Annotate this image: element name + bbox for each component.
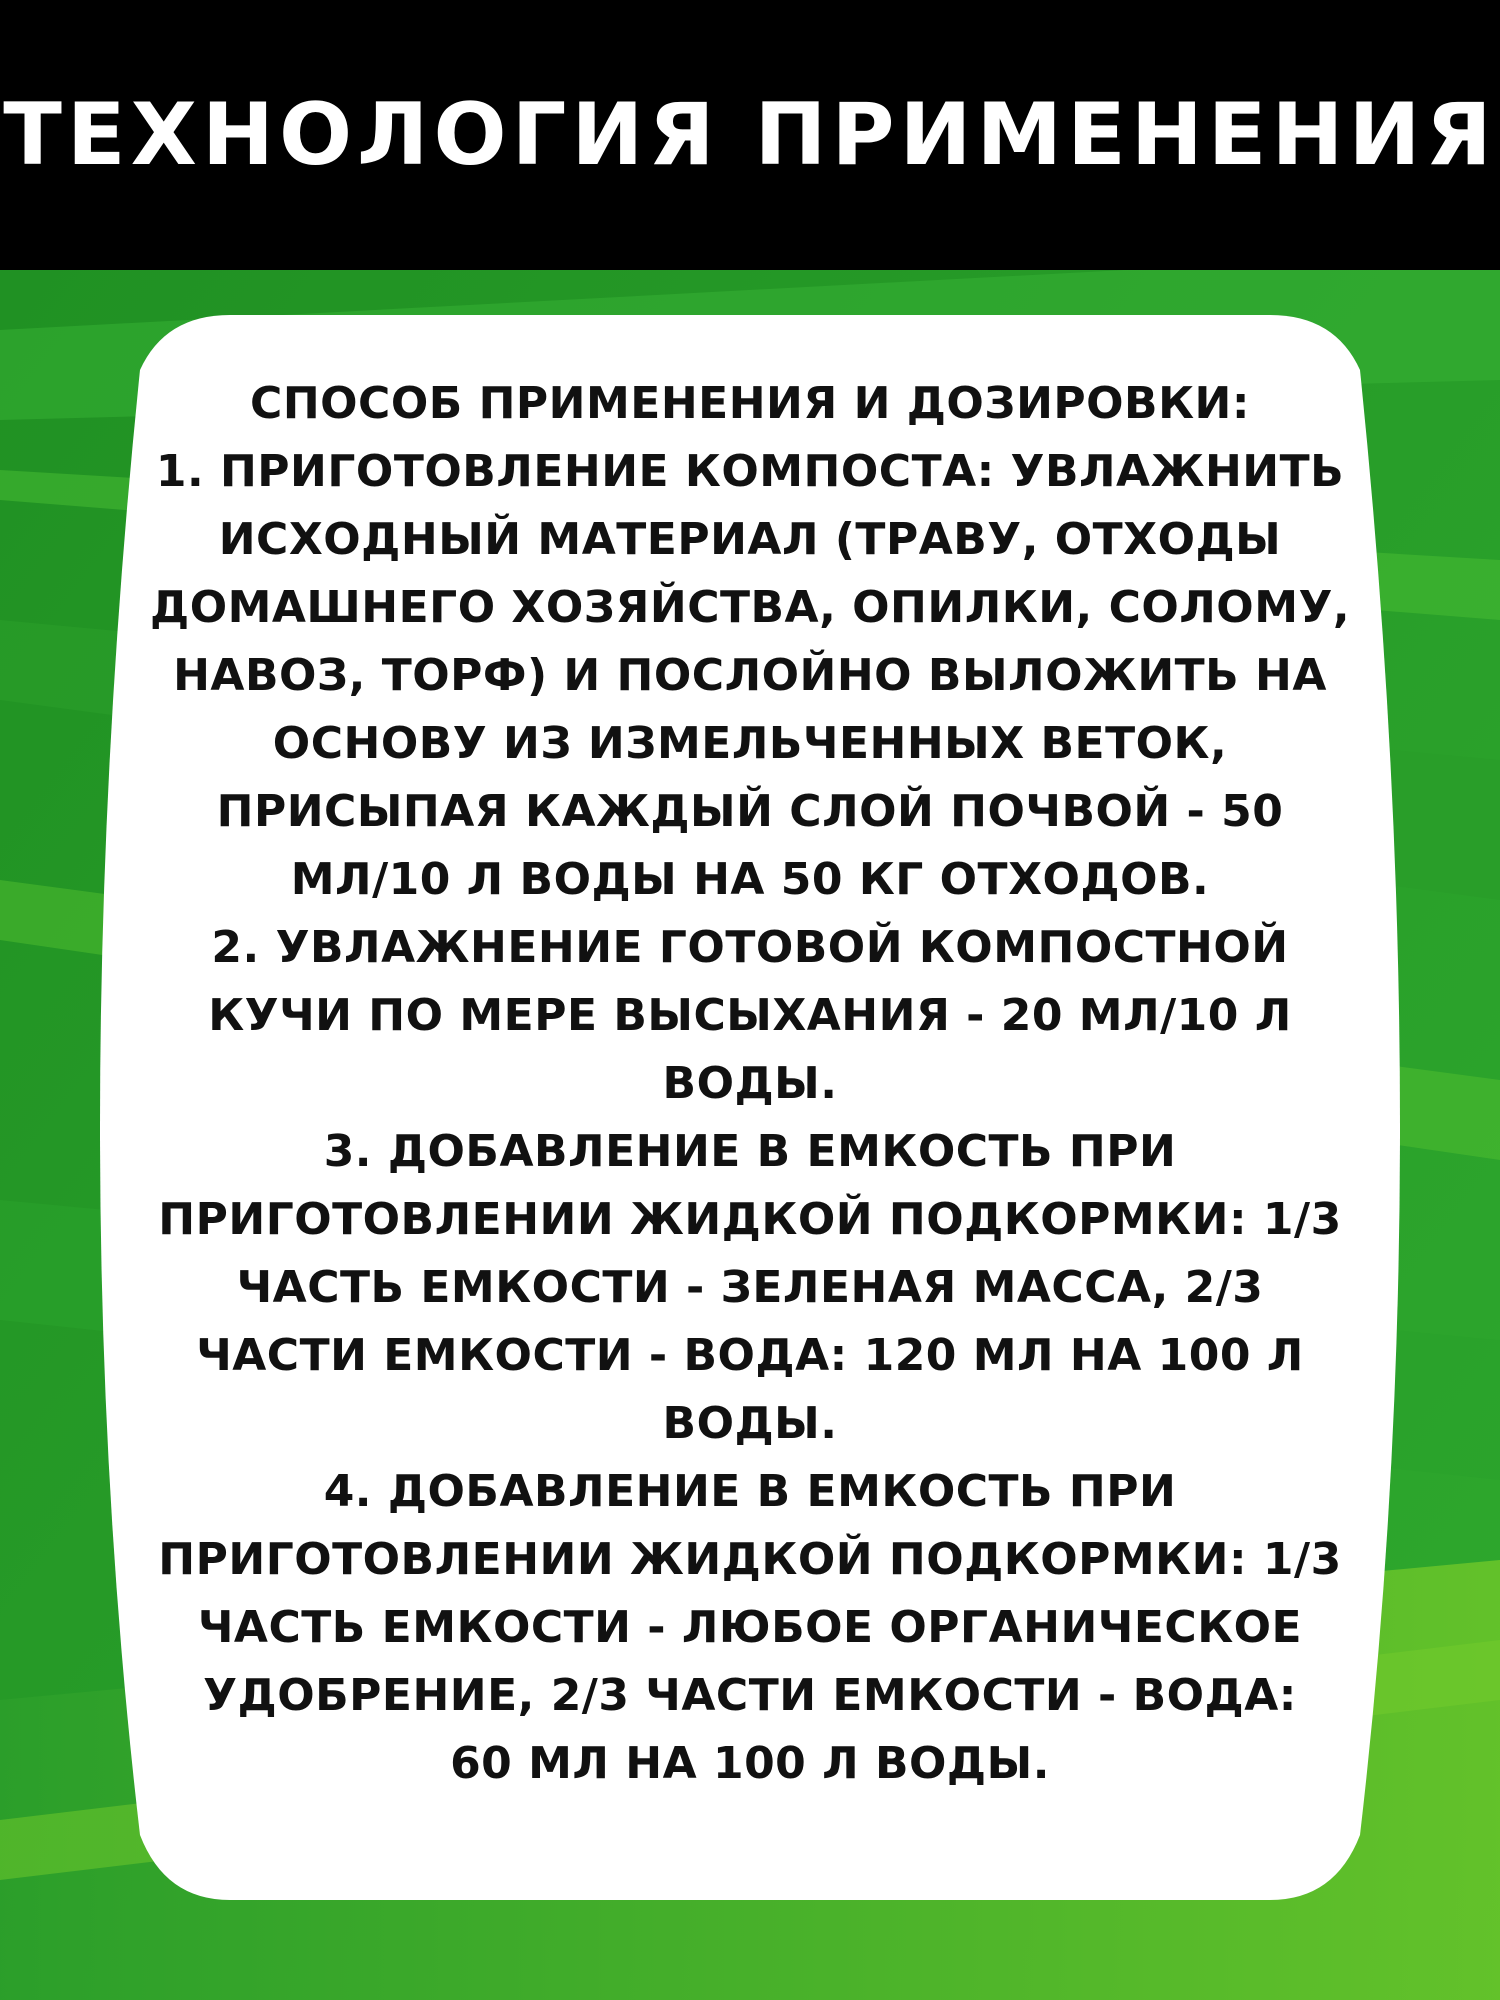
instruction-line: 60 МЛ НА 100 Л ВОДЫ. — [450, 1738, 1050, 1789]
instruction-line: ПРИСЫПАЯ КАЖДЫЙ СЛОЙ ПОЧВОЙ - 50 — [216, 786, 1284, 837]
instruction-line: ВОДЫ. — [662, 1058, 838, 1109]
instruction-line: 1. ПРИГОТОВЛЕНИЕ КОМПОСТА: УВЛАЖНИТЬ — [155, 446, 1345, 497]
instructions-heading: СПОСОБ ПРИМЕНЕНИЯ И ДОЗИРОВКИ: — [250, 378, 1250, 429]
instruction-line: ЧАСТЬ ЕМКОСТИ - ЗЕЛЕНАЯ МАССА, 2/3 — [236, 1262, 1264, 1313]
instruction-line: ВОДЫ. — [662, 1398, 838, 1449]
instruction-line: ОСНОВУ ИЗ ИЗМЕЛЬЧЕННЫХ ВЕТОК, — [272, 718, 1228, 769]
instruction-line: 2. УВЛАЖНЕНИЕ ГОТОВОЙ КОМПОСТНОЙ — [211, 922, 1289, 973]
usage-instructions — [150, 370, 1350, 1798]
instruction-line: 4. ДОБАВЛЕНИЕ В ЕМКОСТЬ ПРИ — [323, 1466, 1177, 1517]
instruction-line: ЧАСТИ ЕМКОСТИ - ВОДА: 120 МЛ НА 100 Л — [196, 1330, 1304, 1381]
instruction-line: ЧАСТЬ ЕМКОСТИ - ЛЮБОЕ ОРГАНИЧЕСКОЕ — [197, 1602, 1303, 1653]
page-title: ТЕХНОЛОГИЯ ПРИМЕНЕНИЯ — [3, 85, 1497, 185]
instruction-line: НАВОЗ, ТОРФ) И ПОСЛОЙНО ВЫЛОЖИТЬ НА — [173, 650, 1327, 701]
instruction-line: КУЧИ ПО МЕРЕ ВЫСЫХАНИЯ - 20 МЛ/10 Л — [208, 990, 1292, 1041]
instruction-line: ИСХОДНЫЙ МАТЕРИАЛ (ТРАВУ, ОТХОДЫ — [218, 514, 1282, 565]
instruction-line: ПРИГОТОВЛЕНИИ ЖИДКОЙ ПОДКОРМКИ: 1/3 — [158, 1534, 1342, 1585]
instruction-line: ДОМАШНЕГО ХОЗЯЙСТВА, ОПИЛКИ, СОЛОМУ, — [150, 582, 1351, 633]
instruction-line: МЛ/10 Л ВОДЫ НА 50 КГ ОТХОДОВ. — [290, 854, 1210, 905]
instruction-line: ПРИГОТОВЛЕНИИ ЖИДКОЙ ПОДКОРМКИ: 1/3 — [158, 1194, 1342, 1245]
instruction-line: 3. ДОБАВЛЕНИЕ В ЕМКОСТЬ ПРИ — [323, 1126, 1177, 1177]
instruction-line: УДОБРЕНИЕ, 2/3 ЧАСТИ ЕМКОСТИ - ВОДА: — [203, 1670, 1297, 1721]
